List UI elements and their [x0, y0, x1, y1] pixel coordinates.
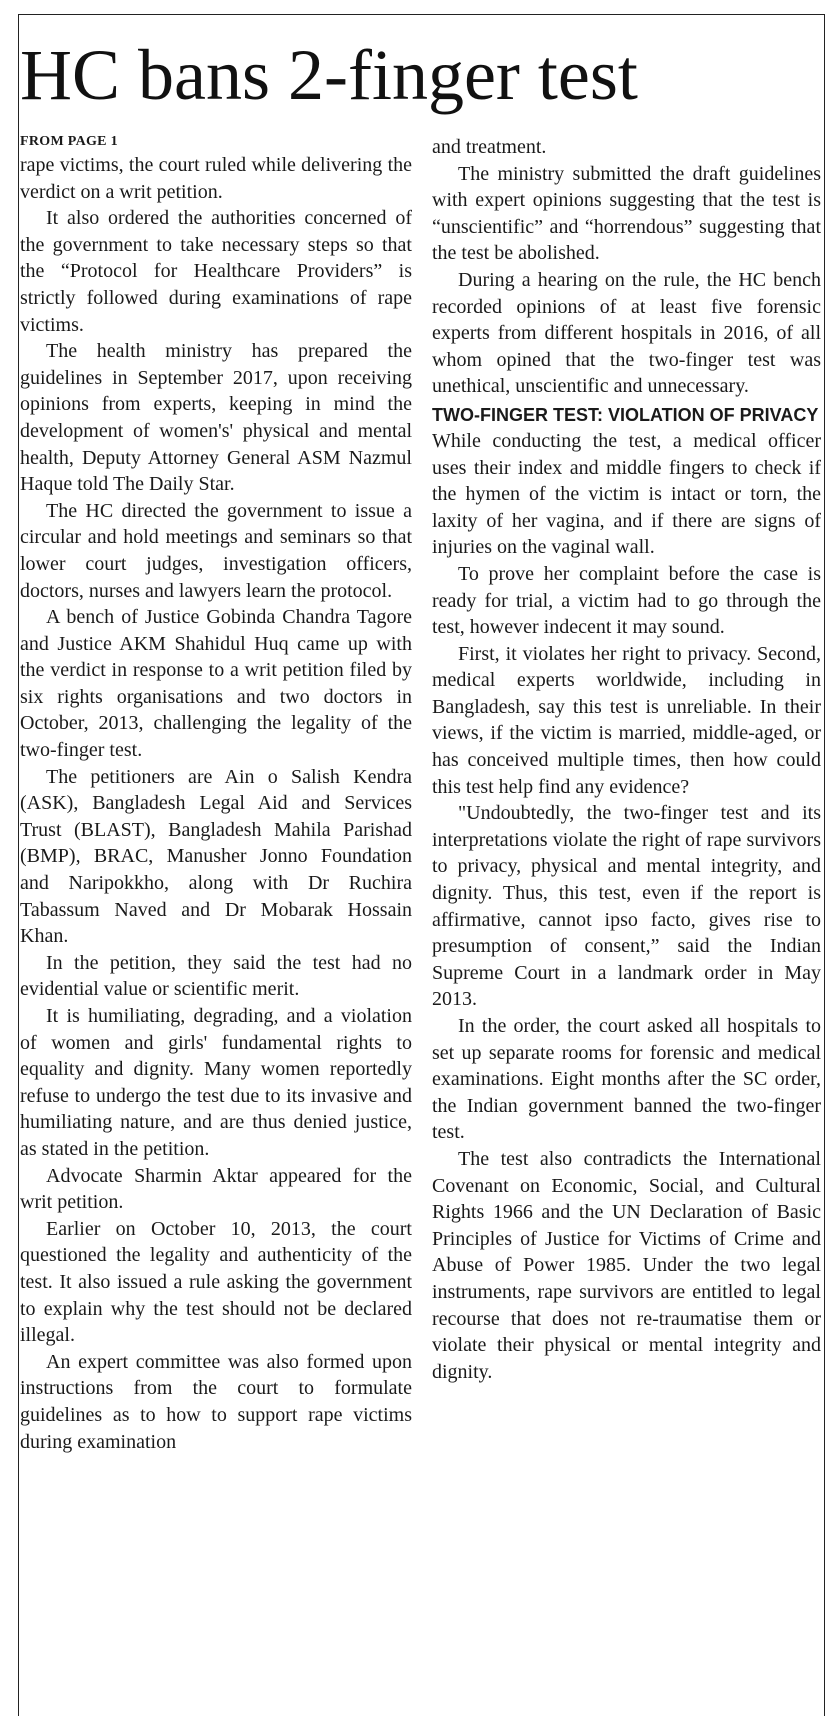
article-paragraph: In the order, the court asked all hospitals to set up separate rooms for forensic and medical examinations. Eight months after the SC order, the Indian government banned the two-finger test.: [432, 1015, 821, 1144]
article-paragraph: First, it violates her right to privacy. Second, medical experts worldwide, including in Bangladesh, say this test is unreliable. In their views, if the victim is married, middle-aged, or has conceived multiple times, then how could this test help find any evidence?: [432, 642, 821, 798]
kicker-from-page: FROM PAGE 1: [20, 134, 118, 149]
article-paragraph: Earlier on October 10, 2013, the court questioned the legality and authenticity of the test. It also issued a rule asking the government to explain why the test should not be declared illegal.: [20, 1217, 412, 1347]
article-paragraph: Advocate Sharmin Aktar appeared for the writ petition.: [20, 1164, 412, 1214]
article-paragraph: It is humiliating, degrading, and a violation of women and girls' fundamental rights to equality and dignity. Many women reportedly refuse to undergo the test due to its invasive and humiliating nature, and are thus denied justice, as stated in the petition.: [20, 1005, 412, 1160]
article-paragraph: rape victims, the court ruled while delivering the verdict on a writ petition.: [20, 154, 412, 203]
left-border-rule: [18, 14, 19, 1716]
article-paragraph: "Undoubtedly, the two-finger test and its interpretations violate the right of rape survivors to privacy, physical and mental integrity, and dignity. Thus, this test, even if the report is affirmative, cannot ipso facto, gives rise to presumption of consent,” said the Indian Supreme Court in a landmark order in May 2013.: [432, 802, 821, 1011]
article-paragraph: An expert committee was also formed upon instructions from the court to formulate guidelines as to how to support rape victims during examination: [20, 1350, 412, 1453]
article-paragraph: and treatment.: [432, 136, 547, 158]
article-paragraph: The test also contradicts the International Covenant on Economic, Social, and Cultural Rights 1966 and the UN Declaration of Basic Principles of Justice for Victims of Crime and Abuse of Power 1985. Under the two legal instruments, rape survivors are entitled to legal recourse that does not re-traumatise them or violate their physical or mental integrity and dignity.: [432, 1147, 821, 1383]
article-column-right: [432, 134, 821, 1712]
article-paragraph: The health ministry has prepared the guidelines in September 2017, upon receiving opinions from experts, keeping in mind the development of women's' physical and mental health, Deputy Attorney General ASM Nazmul Haque told The Daily Star.: [20, 340, 412, 496]
article-paragraph: It also ordered the authorities concerned of the government to take necessary steps so that the “Protocol for Healthcare Providers” is strictly followed during examinations of rape victims.: [20, 207, 412, 336]
article-column-left: [20, 134, 412, 1712]
article-paragraph: The ministry submitted the draft guidelines with expert opinions suggesting that the test is “unscientific” and “horrendous” suggesting that the test be abolished.: [432, 162, 821, 265]
right-border-rule: [824, 14, 825, 1716]
article-paragraph: In the petition, they said the test had no evidential value or scientific merit.: [20, 951, 412, 1001]
top-border-rule: [18, 14, 825, 15]
article-paragraph: The HC directed the government to issue a circular and hold meetings and seminars so that lower court judges, investigation officers, doctors, nurses and lawyers learn the protocol.: [20, 499, 412, 602]
article-paragraph: During a hearing on the rule, the HC bench recorded opinions of at least five forensic experts from different hospitals in 2016, of all whom opined that the two-finger test was unethical, unscientific and unnecessary.: [432, 268, 821, 398]
section-subhead: TWO-FINGER TEST: VIOLATION OF PRIVACY: [432, 404, 819, 425]
article-paragraph: While conducting the test, a medical officer uses their index and middle fingers to check if the hymen of the victim is intact or torn, the laxity of her vagina, and if there are signs of injuries on the vaginal wall.: [432, 429, 821, 559]
headline: HC bans 2-finger test: [20, 35, 638, 115]
article-paragraph: The petitioners are Ain o Salish Kendra (ASK), Bangladesh Legal Aid and Services Trust (BLAST), Bangladesh Mahila Parishad (BMP), BRAC, Manusher Jonno Foundation and Naripokkho, along with Dr Ruchira Tabassum Naved and Dr Mobarak Hossain Khan.: [20, 765, 412, 948]
article-paragraph: A bench of Justice Gobinda Chandra Tagore and Justice AKM Shahidul Huq came up with the verdict in response to a writ petition filed by six rights organisations and two doctors in October, 2013, challenging the legality of the two-finger test.: [20, 606, 412, 762]
article-paragraph: To prove her complaint before the case is ready for trial, a victim had to go through the test, however indecent it may sound.: [432, 562, 821, 639]
